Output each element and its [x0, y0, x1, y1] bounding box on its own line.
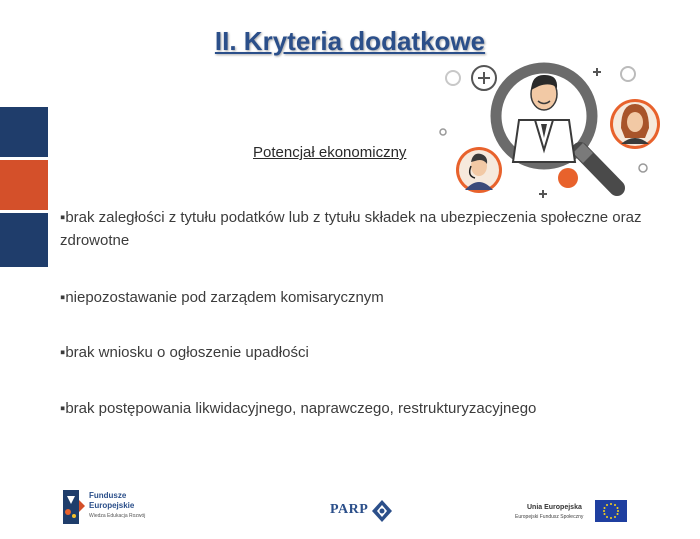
- side-block-orange: [0, 160, 48, 210]
- deco-circle-icon: [621, 67, 635, 81]
- plus-icon: [539, 190, 547, 198]
- slide-title-text: II. Kryteria dodatkowe: [214, 26, 486, 56]
- magnifier-people-illustration: [435, 58, 667, 208]
- avatar-support-icon: [456, 147, 502, 193]
- plus-icon: [593, 68, 601, 76]
- criteria-bullet: ▪brak wniosku o ogłoszenie upadłości: [60, 344, 309, 361]
- fe-line3: Wiedza Edukacja Rozwój: [89, 513, 146, 519]
- side-block-navy-bottom: [0, 213, 48, 267]
- eu-flag-icon: [595, 500, 627, 522]
- deco-circle-icon: [446, 71, 460, 85]
- eu-line2: Europejski Fundusz Społeczny: [515, 514, 584, 520]
- criteria-bullet: ▪brak zaległości z tytułu podatków lub z tytułu składek na ubezpieczenia społeczne oraz zdrowotne: [60, 209, 642, 249]
- plus-icon: [478, 72, 490, 84]
- criteria-bullet: ▪niepozostawanie pod zarządem komisarycznym: [60, 289, 384, 306]
- fe-line1: Fundusze: [89, 491, 127, 500]
- fe-line2: Europejskie: [89, 501, 135, 510]
- fundusze-europejskie-logo: [63, 490, 183, 526]
- eu-logo: [515, 500, 627, 526]
- deco-circle-icon: [639, 164, 647, 172]
- parp-emblem-icon: [372, 500, 392, 522]
- avatar-woman-icon: [610, 99, 660, 149]
- slide-title: [0, 26, 700, 57]
- criteria-bullet: ▪brak postępowania likwidacyjnego, naprawczego, restrukturyzacyjnego: [60, 400, 537, 417]
- section-subtitle: Potencjał ekonomiczny: [253, 144, 407, 161]
- parp-logo: [330, 500, 394, 524]
- fe-stars-icon: [63, 490, 85, 524]
- side-block-navy-top: [0, 107, 48, 157]
- parp-text: PARP: [330, 502, 369, 517]
- eu-line1: Unia Europejska: [527, 504, 582, 511]
- deco-circle-icon: [440, 129, 446, 135]
- orange-dot-icon: [558, 168, 578, 188]
